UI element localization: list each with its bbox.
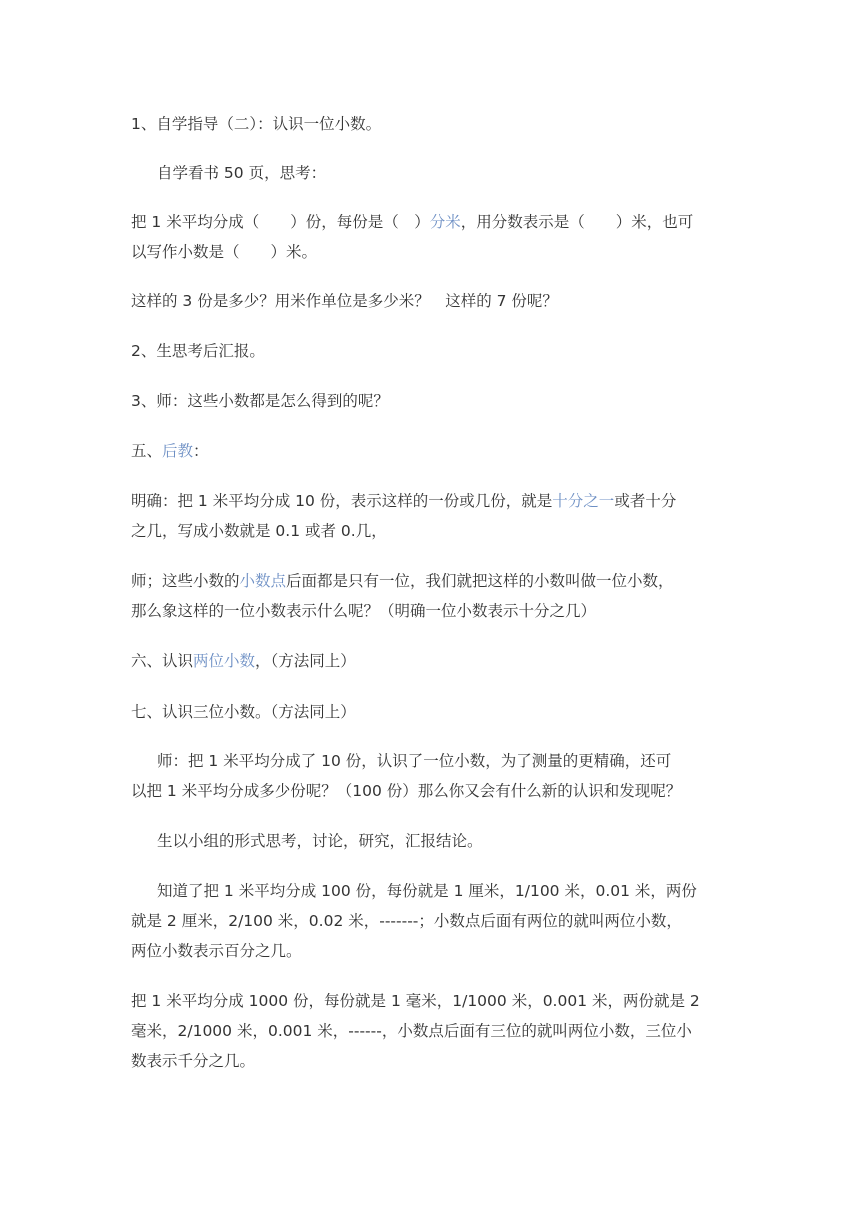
text-line: 那么象这样的一位小数表示什么呢？（明确一位小数表示十分之几） bbox=[131, 602, 597, 620]
heading-section-6 bbox=[131, 646, 731, 676]
paragraph-group-discussion: 生以小组的形式思考，讨论，研究，汇报结论。 bbox=[157, 832, 483, 850]
paragraph-read-page-50: 自学看书 50 页，思考： bbox=[157, 164, 327, 182]
paragraph-student-report: 2、生思考后汇报。 bbox=[131, 342, 265, 360]
text-segment: 六、认识 bbox=[131, 652, 194, 670]
text-segment: 后面都是只有一位，我们就把这样的小数叫做一位小数， bbox=[286, 572, 674, 590]
text-segment: ，（方法同上） bbox=[255, 652, 356, 670]
text-segment: 师；这些小数的 bbox=[131, 572, 240, 590]
link-post-teaching[interactable]: 后教 bbox=[162, 442, 194, 460]
text-segment: ： bbox=[193, 442, 209, 460]
text-line: 把 1 米平均分成 1000 份，每份就是 1 毫米，1/1000 米，0.001 米，两份就是 2 bbox=[131, 992, 700, 1010]
text-line: 毫米，2/1000 米，0.001 米，------，小数点后面有三位的就叫两位小数，三位小 bbox=[131, 1022, 692, 1040]
paragraph-question-1-meter bbox=[131, 207, 731, 267]
text-line: 两位小数表示百分之几。 bbox=[131, 942, 302, 960]
text-line: 之几，写成小数就是 0.1 或者 0.几， bbox=[131, 522, 387, 540]
text-line: 知道了把 1 米平均分成 100 份，每份就是 1 厘米，1/100 米，0.01 米，两份 bbox=[157, 882, 697, 900]
link-decimal-point[interactable]: 小数点 bbox=[239, 572, 287, 590]
text-line bbox=[131, 486, 731, 516]
text-segment: 或者十分 bbox=[614, 492, 677, 510]
text-line bbox=[131, 207, 731, 237]
link-one-tenth[interactable]: 十分之一 bbox=[552, 492, 615, 510]
text-line: 以写作小数是（ ）米。 bbox=[131, 243, 318, 261]
text-segment: 五、 bbox=[131, 442, 163, 460]
text-segment: 把 1 米平均分成（ ）份，每份是（ ） bbox=[131, 213, 430, 231]
paragraph-question-3-and-7-parts: 这样的 3 份是多少？用米作单位是多少米？ 这样的 7 份呢？ bbox=[131, 292, 558, 310]
link-decimeter[interactable]: 分米 bbox=[429, 213, 461, 231]
paragraph-self-study-guide-2: 1、自学指导（二）：认识一位小数。 bbox=[131, 115, 382, 133]
text-line: 数表示千分之几。 bbox=[131, 1052, 256, 1070]
text-segment: 明确：把 1 米平均分成 10 份，表示这样的一份或几份，就是 bbox=[131, 492, 553, 510]
text-segment: ，用分数表示是（ ）米，也可 bbox=[460, 213, 694, 231]
heading-section-5 bbox=[131, 436, 731, 466]
paragraph-one-decimal-place bbox=[131, 566, 731, 626]
text-line bbox=[131, 566, 731, 596]
paragraph-teacher-100-parts bbox=[131, 746, 757, 806]
paragraph-hundredths bbox=[131, 876, 757, 966]
paragraph-thousandths bbox=[131, 986, 731, 1076]
link-two-decimal-places[interactable]: 两位小数 bbox=[193, 652, 256, 670]
heading-section-7: 七、认识三位小数。（方法同上） bbox=[131, 703, 356, 721]
paragraph-teacher-question: 3、师：这些小数都是怎么得到的呢？ bbox=[131, 392, 389, 410]
paragraph-clarify-tenths bbox=[131, 486, 731, 546]
text-line: 就是 2 厘米，2/100 米，0.02 米，-------；小数点后面有两位的就叫两位小数， bbox=[131, 912, 682, 930]
text-line: 以把 1 米平均分成多少份呢？（100 份）那么你又会有什么新的认识和发现呢？ bbox=[131, 782, 682, 800]
text-line: 师：把 1 米平均分成了 10 份，认识了一位小数，为了测量的更精确，还可 bbox=[157, 752, 672, 770]
